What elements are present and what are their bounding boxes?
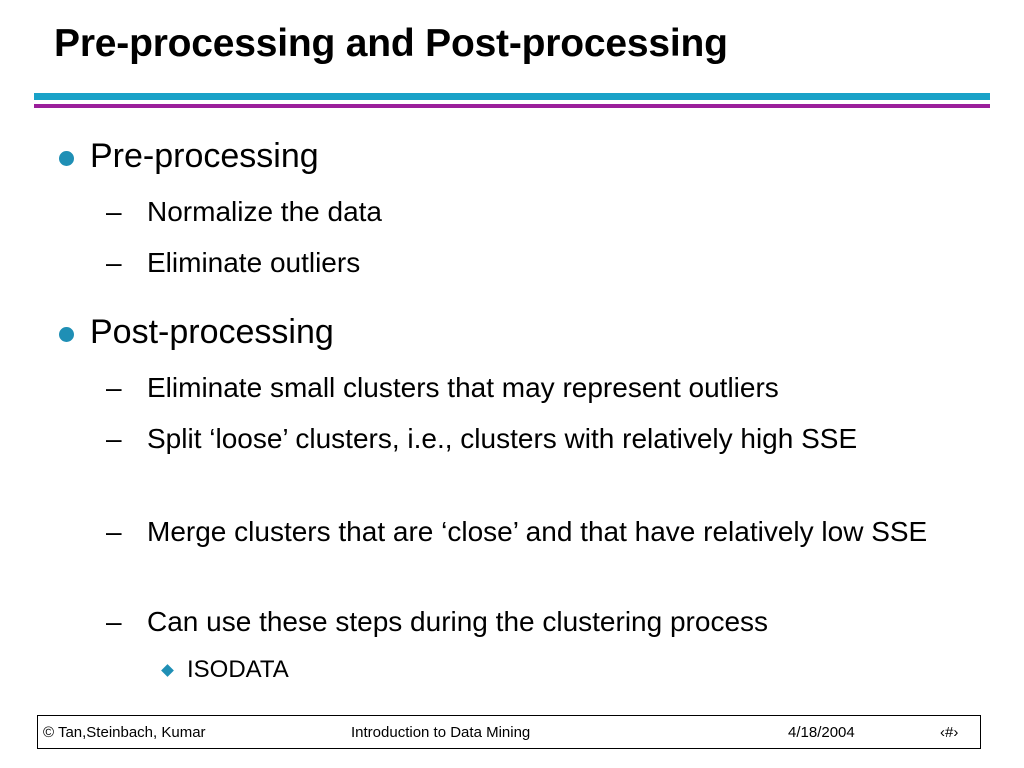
dash-icon: – [106,372,122,403]
footer-page-number: ‹#› [940,724,959,741]
slide-footer [37,715,981,749]
list-item: Split ‘loose’ clusters, i.e., clusters with relatively high SSE [147,423,858,454]
footer-course-title: Introduction to Data Mining [351,724,531,741]
sub-list-item: ISODATA [187,656,289,683]
list-item: Eliminate outliers [147,247,361,278]
dash-icon: – [106,516,122,547]
list-item: Normalize the data [147,196,383,227]
dash-icon: – [106,606,122,637]
dash-icon: – [106,196,122,227]
section-heading-postprocessing: Post-processing [90,313,334,351]
bullet-dot-icon [59,327,74,342]
section-heading-preprocessing: Pre-processing [90,137,319,175]
bullet-dot-icon [59,151,74,166]
list-item: Eliminate small clusters that may represent outliers [147,372,779,403]
dash-icon: – [106,423,122,454]
list-item: Can use these steps during the clustering process [147,606,769,637]
list-item: Merge clusters that are ‘close’ and that have relatively low SSE [147,516,928,547]
footer-date: 4/18/2004 [788,724,855,741]
slide-title: Pre-processing and Post-processing [54,22,728,65]
dash-icon: – [106,247,122,278]
footer-copyright: © Tan,Steinbach, Kumar [43,724,206,741]
diamond-bullet-icon [161,664,174,677]
